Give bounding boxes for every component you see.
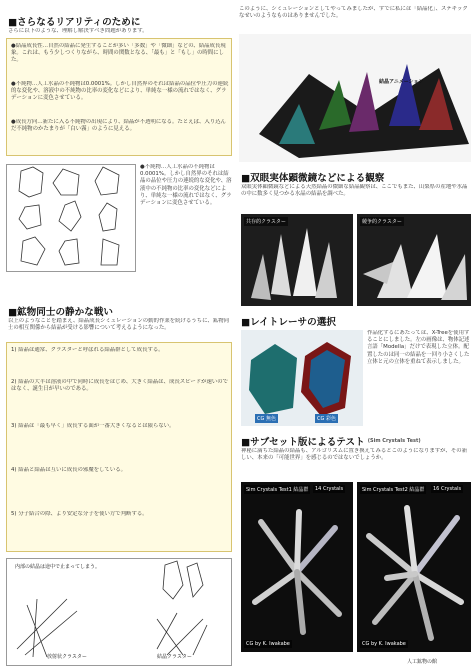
quartz-photo-1 xyxy=(241,214,353,306)
crystal-sketch-2 xyxy=(53,169,79,195)
section-subtitle: (Sim Crystals Test) xyxy=(367,438,421,444)
section-title-raytracer xyxy=(241,314,336,328)
section-intro: さらに以下のような、理解し解決すべき問題があります。 xyxy=(8,28,148,34)
sim-render-2 xyxy=(357,482,471,652)
render-label: Sim Crystals Test1 結晶群 xyxy=(246,487,309,493)
para-impurity: ●不純物…人工水晶の不純物は0.0001%。しかし自然界のそれは結晶の品位や圧力の連続的な変化や、溶液中の不純物の比率の変化などにより、単純な一様の流れではなく、グラデーションに変色させている。 xyxy=(11,81,229,102)
point-item: 3) 結晶は「最も早く」成長する面が一番大きくなるとは限らない。 xyxy=(11,423,175,429)
raytracer-render xyxy=(241,330,363,426)
highlight-box xyxy=(6,38,232,156)
section-text: 双眼実体顕微鏡などによる天然結晶の微細な結晶観察は、ここでもまた、山梨県の産地や水晶の中に数多く見つかる水晶の結晶を調べた。 xyxy=(241,184,468,198)
render-label: Sim Crystals Test2 結晶群 xyxy=(362,487,425,493)
point-item: 5) 分子結合の際、より安定な分子を使い方で判断する。 xyxy=(11,511,148,517)
intro-text: このように、シミュレーションとしてやってみましたが、すでに私には「結晶化」、ステキックなせいのようなものはありませんでした。 xyxy=(239,6,468,20)
point-item: 1) 結晶は通常、クラスターと呼ばれる結晶群として成長する。 xyxy=(11,347,164,353)
crystal-diagram xyxy=(6,164,136,272)
section-title-microscope xyxy=(241,170,384,184)
section-title-subset xyxy=(241,434,421,448)
crystal-sketch-6 xyxy=(99,203,117,231)
crystal-point-2 xyxy=(187,563,203,597)
section-text: 作品化するにあたっては、X-Treeを使用することにしました。左の画像は、物体記述言語「Modella」だけで表現した立体。配置したのは同一の結晶を一回り小さくした立体と元の立体を重ねて表示しました。 xyxy=(367,330,470,365)
radial-cluster xyxy=(17,599,77,657)
photo-label: 競争的クラスター xyxy=(362,219,402,225)
cluster-caption: 結晶クラスター xyxy=(157,654,192,660)
sim-crystals-2 xyxy=(357,482,471,652)
photo-cluster-1 xyxy=(241,214,353,306)
crystal-sketch-1 xyxy=(19,167,43,197)
section-title-text: ■さらなるリアリティのために xyxy=(8,17,141,28)
crystal-sketch-3 xyxy=(95,167,119,195)
fractal-render xyxy=(239,34,471,162)
cluster-caption: 放射状クラスター xyxy=(47,654,87,660)
para-growth: ●結晶成長性…自然の結晶に発生することが多い「多数」や「微細」などの、結晶成長現象。これは、もう少しつくりながら、時間の関数となる、「最も」と「もし」の時間にした。 xyxy=(11,43,226,64)
sim-render-1 xyxy=(241,482,353,652)
point-item: 2) 結晶の大半は溶液の中で同時に成長をはじめ、大きく結晶は、成長スピードが速いのではなく、誕生日が早いのである。 xyxy=(11,379,229,393)
photo-label: 共存的クラスター xyxy=(246,219,286,225)
crystal-sketch-7 xyxy=(21,237,45,265)
render-credit: CG by K. Iwakabe xyxy=(362,641,406,647)
render-count: 16 Crystals xyxy=(433,486,462,492)
section-title-text: ■鉱物同士の静かな戦い xyxy=(8,307,114,318)
render-label: 結晶アニメーション xyxy=(379,79,424,85)
render-count: 14 Crystals xyxy=(315,486,344,492)
section-title-battle xyxy=(8,304,113,318)
cluster-diagram xyxy=(6,558,232,666)
points-box xyxy=(6,342,232,552)
para-direction: ●成長方向…新たに入る不純物の出現により、結晶が不透明になる。たとえば、入り込んだ不純物のかたまりが「白い霧」のように見える。 xyxy=(11,119,226,133)
section-intro: 以上のようなことを踏まえ、結晶成長シミュレーションの動的作業を続けるうちに、鉱物同士の相互関係から結晶が受ける影響について考えるようになった。 xyxy=(8,318,230,332)
crystal-sketches xyxy=(7,165,135,271)
section-title-text: ■レイトレーサの選択 xyxy=(241,317,336,328)
section-title-text: ■サブセット版によるテスト xyxy=(241,437,365,448)
section-title-text: ■双眼実体顕微鏡などによる観察 xyxy=(241,173,385,184)
crystal-sketch-8 xyxy=(59,239,79,265)
cluster-note: 内部の結晶は途中で止まってしまう。 xyxy=(15,564,101,570)
section-text: 神秘に満ちた結晶の結晶も、アルゴリズムに置き換えてみるとこのようになりますが、その新しい、本来の「可能世界」を感じるのではないでしょうか。 xyxy=(241,448,468,462)
photo-cluster-2 xyxy=(357,214,471,306)
section-title-reality xyxy=(8,14,140,28)
cg-label: CG 無色 xyxy=(257,416,276,422)
page-footer: 人工鉱物の館 xyxy=(407,659,438,665)
crystal-sketch-5 xyxy=(59,201,81,231)
crystal-sketch-4 xyxy=(19,205,41,229)
sim-crystals-1 xyxy=(241,482,353,652)
fractal-mountains xyxy=(239,34,471,162)
render-credit: CG by K. Iwakabe xyxy=(246,641,290,647)
quartz-photo-2 xyxy=(357,214,471,306)
crystal-sketch-9 xyxy=(101,239,119,265)
cluster-sketches xyxy=(7,559,231,665)
cg-label: CG 彩色 xyxy=(317,416,336,422)
cg-crystals xyxy=(241,330,363,426)
sidebar-note: ●不純物…人工水晶の不純物は0.0001%。しかし自然界のそれは結晶の品位や圧力の連続的な変化や、溶液中の不純物の比率の変化などにより、単純な一様の流れではなく、グラデーションに変色させている。 xyxy=(140,164,232,207)
crystal-point-1 xyxy=(163,561,183,599)
competitive-cluster xyxy=(157,613,207,655)
point-item: 4) 結晶と結晶は互いに成長の邪魔をしている。 xyxy=(11,467,127,473)
